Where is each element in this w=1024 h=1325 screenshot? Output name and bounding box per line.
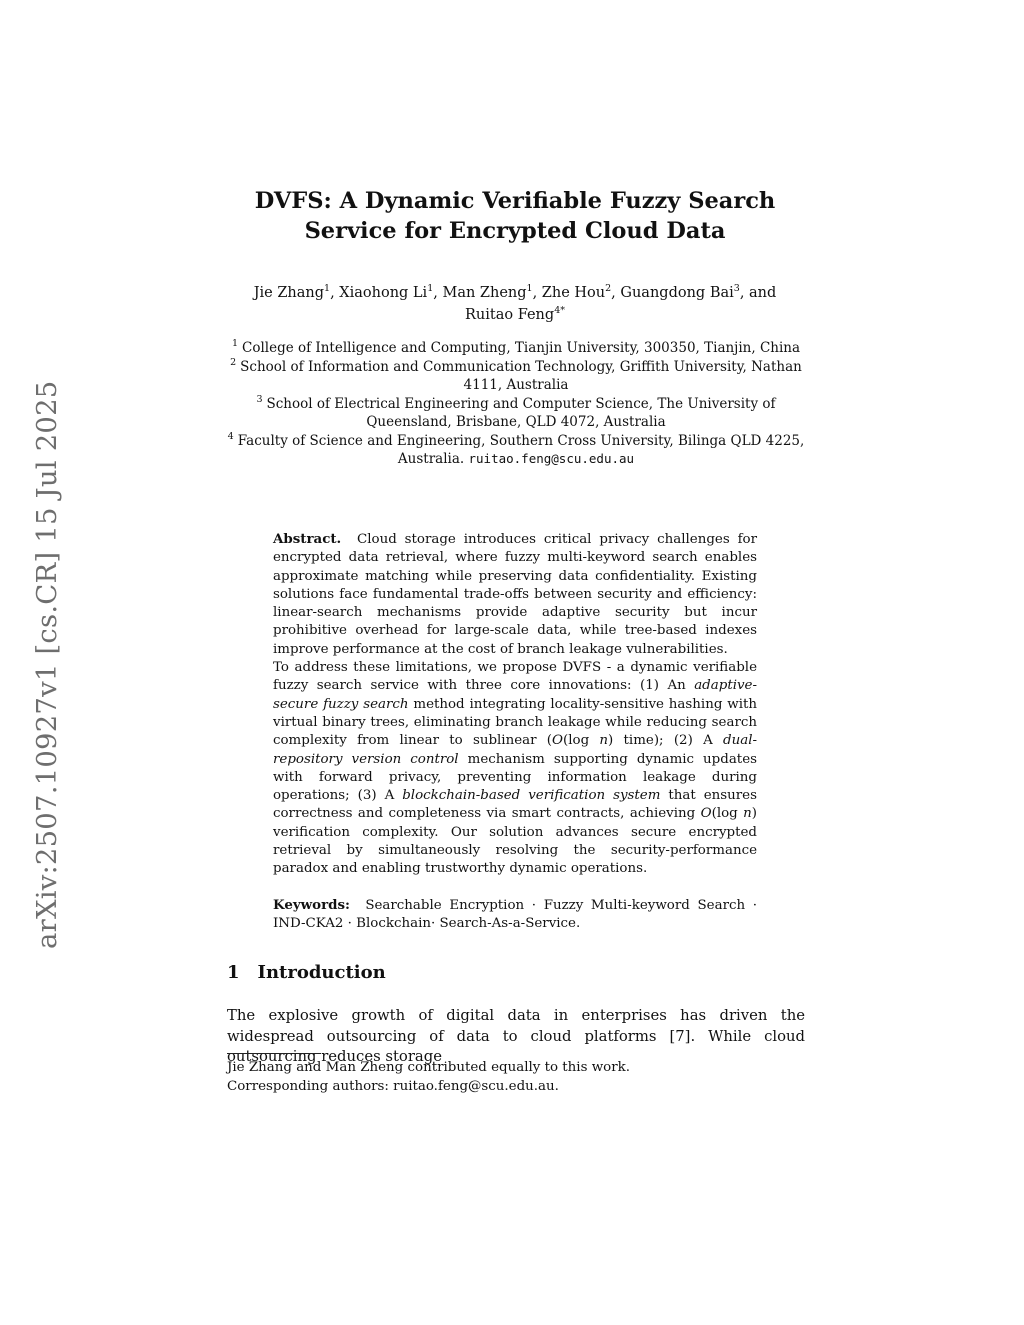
author-affiliation-mark: 1 <box>526 283 533 294</box>
abstract <box>273 530 757 879</box>
arxiv-sidebar-stamp: arXiv:2507.10927v1 [cs.CR] 15 Jul 2025 <box>31 380 63 950</box>
author-affiliation-mark: 1 <box>427 283 434 294</box>
affiliation-number: 4 <box>227 430 234 442</box>
abstract-paragraph <box>273 530 757 659</box>
abstract-text: Cloud storage introduces critical privacy challenges for encrypted data retrieval, where fuzzy multi-keyword search enables approximate matching while preserving data confidentiality. Existing solutions face fundamental trade-offs between security and efficiency: linear-search mechanisms provide adaptive security but incur prohibitive overhead for large-scale data, while tree-based indexes improve performance at the cost of branch leakage vulnerabilities. <box>273 532 757 657</box>
author-affiliation-mark: 1 <box>324 283 331 294</box>
abstract-emphasis: O <box>700 806 712 822</box>
affiliation-number: 2 <box>230 356 237 368</box>
abstract-text-run: method integrating locality-sensitive hashing with virtual binary trees, eliminating branch leakage while reducing search complexity from linear to sublinear ( <box>273 696 757 749</box>
abstract-text-run: To address these limitations, we propose DVFS - a dynamic verifiable fuzzy search service with three core innovations: (1) An <box>273 660 757 694</box>
abstract-emphasis: O <box>552 733 563 749</box>
contact-email[interactable]: ruitao.feng@scu.edu.au <box>468 451 635 466</box>
abstract-emphasis: blockchain-based verification system <box>402 788 661 804</box>
abstract-paragraph <box>273 659 757 879</box>
affiliation-text: Faculty of Science and Engineering, Southern Cross University, Bilinga QLD 4225, Australia. <box>237 432 805 467</box>
author-name: Ruitao Feng <box>465 307 555 323</box>
abstract-text-run: that ensures correctness and completeness via smart contracts, achieving <box>273 788 757 822</box>
abstract-label: Abstract. <box>273 531 342 547</box>
keywords-text: Searchable Encryption · Fuzzy Multi-keyword Search · IND-CKA2 · Blockchain· Search-As-a-Service. <box>273 898 758 932</box>
section-number: 1 <box>227 962 240 983</box>
body-paragraph: The explosive growth of digital data in enterprises has driven the widespread outsourcing of data to cloud platforms [7]. While cloud outsourcing reduces storage <box>227 1007 805 1065</box>
affiliation-number: 1 <box>231 338 238 349</box>
abstract-text-run: (log <box>711 806 744 822</box>
footnote: Corresponding authors: ruitao.feng@scu.edu.au. <box>227 1079 559 1094</box>
abstract-text-run: ) time); (2) A <box>608 733 724 749</box>
abstract-text-run: mechanism supporting dynamic updates with forward privacy, preventing information leakage during operations; (3) A <box>273 751 757 804</box>
section-title: Introduction <box>257 962 386 983</box>
author-name: Jie Zhang <box>253 285 325 301</box>
affiliation-number: 3 <box>256 393 263 405</box>
abstract-emphasis: n <box>743 806 752 822</box>
affiliation-text: College of Intelligence and Computing, Tianjin University, 300350, Tianjin, China <box>241 340 801 356</box>
affiliation-text: School of Information and Communication Technology, Griffith University, Nathan 4111, Australia <box>240 358 802 393</box>
affiliation <box>226 395 806 432</box>
title-line: Service for Encrypted Cloud Data <box>304 218 726 244</box>
abstract-text-run: (log <box>563 733 600 749</box>
abstract-emphasis: n <box>599 733 609 749</box>
affiliation <box>226 432 806 469</box>
author-name: Man Zheng <box>442 285 527 301</box>
author-name: Guangdong Bai <box>620 285 734 301</box>
footnote: Jie Zhang and Man Zheng contributed equally to this work. <box>227 1060 630 1075</box>
affiliations <box>226 339 806 469</box>
author-affiliation-mark: 2 <box>605 283 612 294</box>
abstract-emphasis: adaptive-secure fuzzy search <box>273 678 757 712</box>
paper-title <box>230 186 800 246</box>
author-name: Zhe Hou <box>541 285 606 301</box>
keywords <box>273 896 757 934</box>
affiliation <box>226 358 806 395</box>
author-list: Jie Zhang$^1$, Xiaohong Li$^1$, Man Zheng$^1$, Zhe Hou$^2$, Guangdong Bai$^3$, and Ruitao Feng$^{4*}$ <box>253 283 777 323</box>
affiliation <box>226 339 806 358</box>
affiliation-text: School of Electrical Engineering and Computer Science, The University of Queensland, Brisbane, QLD 4072, Australia <box>266 395 776 430</box>
keywords-label: Keywords: <box>273 897 351 913</box>
section-heading <box>227 962 386 983</box>
footnotes <box>227 1058 807 1096</box>
abstract-emphasis: dual-repository version control <box>273 733 758 767</box>
abstract-text-run: ) verification complexity. Our solution advances secure encrypted retrieval by simultaneously resolving the security-performance paradox and enabling trustworthy dynamic operations. <box>273 806 757 877</box>
footnote-rule <box>227 1053 321 1054</box>
title-line: DVFS: A Dynamic Verifiable Fuzzy Search <box>254 188 776 214</box>
author-affiliation-mark: 3 <box>733 283 740 294</box>
author-affiliation-mark: 4* <box>554 305 565 316</box>
author-name: Xiaohong Li <box>339 285 428 301</box>
